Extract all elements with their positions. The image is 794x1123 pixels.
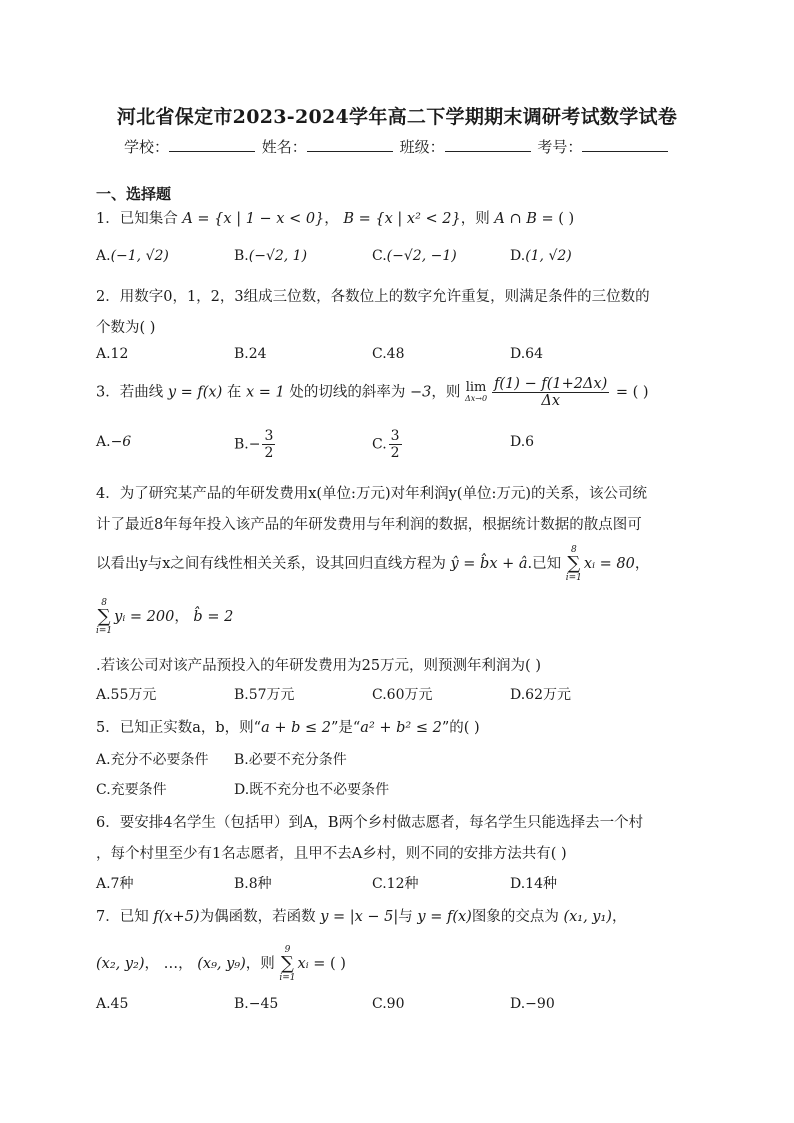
q3-slope: −3 [409, 384, 432, 401]
q6-option-b[interactable]: B.8种 [234, 876, 272, 892]
question-5: 5．已知正实数a，b，则“a + b ≤ 2”是“a² + b² ≤ 2”的( ) [96, 720, 480, 736]
section-heading: 一、选择题 [96, 185, 172, 203]
question-2-line-2: 个数为( ) [96, 320, 156, 336]
question-4-line-3: 以看出y与x之间有线性相关关系，设其回归直线方程为 ŷ = b̂x + â.已知 8 ∑ i=1 xᵢ = 80， [96, 545, 650, 583]
q7-option-a[interactable]: A.45 [96, 996, 129, 1012]
question-3: 3．若曲线 y = f(x) 在 x = 1 处的切线的斜率为 −3，则 lim Δx→0 $\frac{f(1) - f(1+2\Delta x)}{\Delta x}$ = ( ) [96, 376, 649, 409]
question-4-line-4: 8 ∑ i=1 yᵢ = 200， b̂ = 2 [96, 598, 234, 636]
class-blank[interactable] [445, 137, 531, 152]
q4-option-c[interactable]: C.60万元 [372, 687, 433, 703]
question-4-line-5: .若该公司对该产品预投入的年研发费用为25万元，则预测年利润为( ) [96, 658, 541, 674]
number-label: 考号： [537, 138, 583, 156]
q5-condition-1: a + b ≤ 2 [261, 720, 331, 736]
q1-set-a: A = {x | 1 − x < 0} [182, 211, 325, 227]
q3-option-a[interactable]: A.−6 [96, 434, 132, 450]
q4-regression-eq: ŷ = b̂x + â [450, 556, 528, 572]
q5-condition-2: a² + b² ≤ 2 [360, 720, 442, 736]
q7-option-b[interactable]: B.−45 [234, 996, 279, 1012]
q6-option-c[interactable]: C.12种 [372, 876, 419, 892]
q6-option-d[interactable]: D.14种 [510, 876, 557, 892]
class-label: 班级： [399, 138, 445, 156]
question-7-line-2: (x₂, y₂)， …， (x₉, y₉)，则 9 ∑ i=1 xᵢ = ( ) [96, 945, 346, 983]
q6-option-a[interactable]: A.7种 [96, 876, 134, 892]
q7-option-d[interactable]: D.−90 [510, 996, 555, 1012]
q1-option-c[interactable]: C.(−√2, −1) [372, 248, 457, 264]
q4-option-a[interactable]: A.55万元 [96, 687, 157, 703]
q4-option-d[interactable]: D.62万元 [510, 687, 571, 703]
q4-sum-y: 8 ∑ i=1 [96, 598, 113, 636]
number-blank[interactable] [582, 137, 668, 152]
page-title: 河北省保定市2023-2024学年高二下学期期末调研考试数学试卷 [116, 106, 678, 128]
question-6-line-2: ，每个村里至少有1名志愿者，且甲不去A乡村，则不同的安排方法共有( ) [96, 846, 567, 862]
q1-expr: A ∩ B [494, 211, 537, 227]
q3-curve: y = f(x) [167, 384, 223, 401]
q3-fraction: $\frac{f(1) - f(1+2\Delta x)}{\Delta x}$ [494, 376, 608, 409]
q5-option-c[interactable]: C.充要条件 [96, 782, 167, 798]
q1-option-b[interactable]: B.(−√2, 1) [234, 248, 308, 264]
q1-sep: ， [324, 211, 339, 227]
q1-option-d-value: (1, √2) [525, 248, 572, 264]
q1-ask: ，则 [460, 211, 490, 227]
question-1 [96, 207, 574, 228]
q5-option-d[interactable]: D.既不充分也不必要条件 [234, 782, 390, 798]
q1-tail: = ( ) [541, 211, 575, 227]
name-blank[interactable] [307, 137, 393, 152]
q2-option-a[interactable]: A.12 [96, 346, 129, 362]
q1-option-d[interactable]: D.(1, √2) [510, 248, 572, 264]
q3-option-c[interactable]: C. $\frac{3}{2}$ [372, 428, 400, 461]
q1-option-b-value: (−√2, 1) [248, 248, 308, 264]
q7-even-function: f(x+5) [153, 909, 200, 925]
q1-prefix: 1．已知集合 [96, 211, 178, 227]
question-4-line-1: 4．为了研究某产品的年研发费用x(单位:万元)对年利润y(单位:万元)的关系，该公司统 [96, 486, 647, 502]
q2-option-d[interactable]: D.64 [510, 346, 543, 362]
q3-option-b[interactable]: B.− $\frac{3}{2}$ [234, 428, 274, 461]
name-label: 姓名： [261, 138, 307, 156]
q1-set-b: {x | x² < 2} [375, 211, 461, 227]
q1-option-a[interactable]: A.(−1, √2) [96, 248, 169, 264]
q1-option-c-value: (−√2, −1) [386, 248, 457, 264]
q7-option-c[interactable]: C.90 [372, 996, 405, 1012]
q5-option-a[interactable]: A.充分不必要条件 [96, 752, 209, 768]
question-4-line-2: 计了最近8年每年投入该产品的年研发费用与年利润的数据，根据统计数据的散点图可 [96, 517, 642, 533]
q3-option-d[interactable]: D.6 [510, 434, 535, 450]
q7-abs-function: y = |x − 5| [320, 909, 399, 925]
q2-option-c[interactable]: C.48 [372, 346, 405, 362]
question-7-line-1: 7．已知 f(x+5)为偶函数，若函数 y = |x − 5|与 y = f(x)图象的交点为 (x₁, y₁)， [96, 909, 627, 925]
q1-set-b-prefix: B = [343, 211, 371, 227]
q2-option-b[interactable]: B.24 [234, 346, 267, 362]
question-2-line-1: 2．用数字0，1，2，3组成三位数，各数位上的数字允许重复，则满足条件的三位数的 [96, 289, 650, 305]
q4-sum-x: 8 ∑ i=1 [565, 545, 582, 583]
school-blank[interactable] [169, 137, 255, 152]
q3-limit: lim Δx→0 [464, 379, 488, 403]
q4-b-hat: b̂ = 2 [193, 609, 234, 625]
q4-option-b[interactable]: B.57万元 [234, 687, 295, 703]
q1-option-a-value: (−1, √2) [110, 248, 169, 264]
student-info-row [124, 136, 670, 157]
school-label: 学校： [124, 138, 170, 156]
question-6-line-1: 6．要安排4名学生（包括甲）到A，B两个乡村做志愿者，每名学生只能选择去一个村 [96, 815, 644, 831]
q7-sum: 9 ∑ i=1 [279, 945, 296, 983]
q5-option-b[interactable]: B.必要不充分条件 [234, 752, 347, 768]
q3-x-value: x = 1 [245, 384, 285, 401]
q7-function: y = f(x) [417, 909, 472, 925]
